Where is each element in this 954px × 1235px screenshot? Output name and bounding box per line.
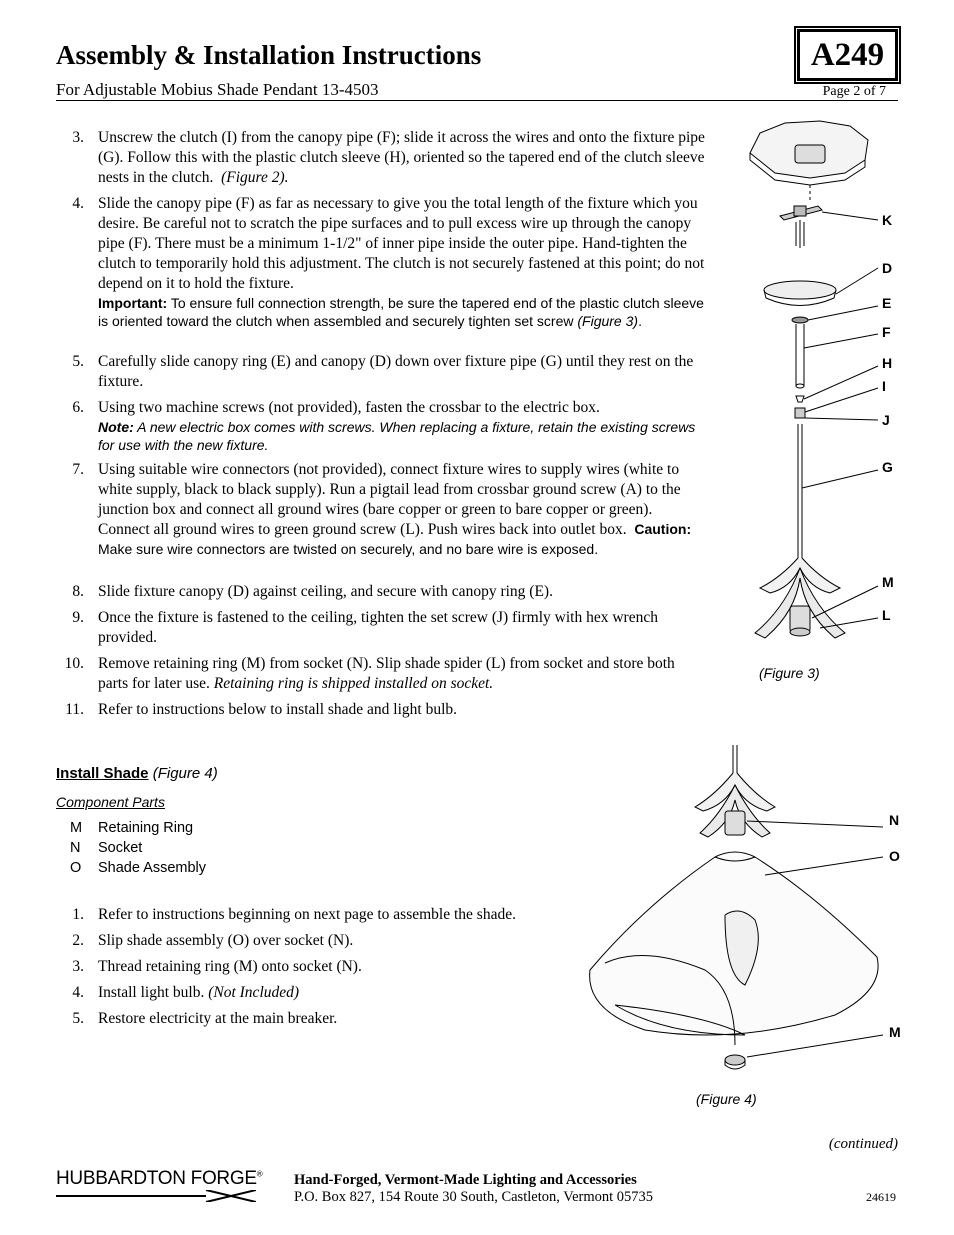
step-7: 7. Using suitable wire connectors (not provided), connect fixture wires to supply wires (white to white supply, black to black supply). Run a pigtail lead from crossbar ground screw (A) to the junction box and connect all ground wires (bare copper or green to bare copper or green). Connect all ground wires to green ground screw (L). Push wires back into outlet box. Caution: Make sure wire connectors are twisted on securely, and no bare wire is exposed. (72, 461, 692, 557)
figure-3-label-d: D (882, 260, 893, 276)
note: Note: A new electric box comes with screws. When replacing a fixture, retain the existing screws for use with the new fixture. (98, 419, 696, 453)
figure-3-label-m: M (882, 574, 894, 590)
figure-3-label-k: K (882, 212, 893, 228)
figure-3-label-h: H (882, 355, 893, 371)
component-parts-heading: Component Parts (56, 794, 165, 810)
install-step-5: 5. Restore electricity at the main breaker. (72, 1010, 338, 1027)
install-step-2: 2. Slip shade assembly (O) over socket (N). (72, 932, 354, 949)
figure-4-label-m: M (889, 1024, 901, 1040)
step-4: 4. Slide the canopy pipe (F) as far as necessary to give you the total length of the fixture which you desire. Be careful not to scratch the pipe surfaces and to pull excess wire up through the canopy pipe (F). There must be a minimum 1-1/2" of inner pipe inside the outer pipe. Hand-tighten the clutch to temporarily hold this adjustment. The clutch is not securely fastened at this point; do not depend on it to hold the fixture. Important: To ensure full connection strength, be sure the tapered end of the plastic clutch sleeve is oriented toward the clutch when assembled and securely tighten set screw (Figure 3). (72, 195, 705, 329)
part-o: O Shade Assembly (70, 860, 207, 876)
install-shade-heading: Install Shade (Figure 4) (56, 765, 218, 782)
important-note: Important: To ensure full connection strength, be sure the tapered end of the plastic clutch sleeve is oriented toward the clutch when assembled and securely tighten set screw (Figure 3). (98, 295, 704, 329)
product-subtitle: For Adjustable Mobius Shade Pendant 13-4503 (56, 80, 379, 99)
footer-code: 24619 (866, 1190, 896, 1204)
part-m: M Retaining Ring (70, 820, 194, 836)
caution-note: Caution: Make sure wire connectors are twisted on securely, and no bare wire is exposed. (98, 521, 692, 557)
step-8: 8. Slide fixture canopy (D) against ceiling, and secure with canopy ring (E). (72, 583, 553, 600)
figure-3-caption: (Figure 3) (759, 665, 820, 681)
figure-4-shade-illustration (585, 745, 885, 1080)
install-step-1: 1. Refer to instructions beginning on next page to assemble the shade. (72, 906, 516, 923)
figure-3-label-g: G (882, 459, 893, 475)
figure-4-label-o: O (889, 848, 900, 864)
hubbardton-forge-logo: HUBBARDTON FORGE® (56, 1168, 262, 1202)
figure-3-label-j: J (882, 412, 890, 428)
figure-4-label-n: N (889, 812, 900, 828)
figure-3-label-f: F (882, 324, 891, 340)
step-6: 6. Using two machine screws (not provided), fasten the crossbar to the electric box. Note: A new electric box comes with screws. When replacing a fixture, retain the existing screws for use with the new fixture. (56, 398, 706, 454)
install-step-4: 4. Install light bulb. (Not Included) (72, 984, 300, 1001)
page-number: Page 2 of 7 (822, 84, 886, 99)
footer-address: P.O. Box 827, 154 Route 30 South, Castleton, Vermont 05735 (294, 1189, 654, 1205)
step-9: 9. Once the fixture is fastened to the ceiling, tighten the set screw (J) firmly with hex wrench provided. (72, 609, 658, 646)
install-step-3: 3. Thread retaining ring (M) onto socket (N). (72, 958, 362, 975)
figure-3-label-l: L (882, 607, 891, 623)
logo-underline-icon (56, 1190, 256, 1202)
header-rule (56, 100, 898, 101)
continued-note: (continued) (828, 1136, 898, 1152)
figure-3-label-i: I (882, 378, 886, 394)
step-11: 11. Refer to instructions below to install shade and light bulb. (65, 701, 458, 718)
part-n: N Socket (70, 840, 143, 856)
step-10: 10. Remove retaining ring (M) from socket (N). Slip shade spider (L) from socket and store both parts for later use. Retaining ring is shipped installed on socket. (64, 655, 675, 692)
figure-4-caption: (Figure 4) (696, 1091, 757, 1107)
step-5: 5. Carefully slide canopy ring (E) and canopy (D) down over fixture pipe (G) until they rest on the fixture. (72, 353, 694, 390)
step-3: 3. Unscrew the clutch (I) from the canopy pipe (F); slide it across the wires and onto the fixture pipe (G). Follow this with the plastic clutch sleeve (H), oriented so the tapered end of the clutch sleeve nests in the clutch. (Figure 2). (72, 129, 705, 186)
page-title: Assembly & Installation Instructions (56, 40, 482, 70)
document-id-box: A249 (797, 29, 898, 81)
figure-3-label-e: E (882, 295, 892, 311)
footer-tagline: Hand-Forged, Vermont-Made Lighting and Accessories (294, 1172, 637, 1188)
